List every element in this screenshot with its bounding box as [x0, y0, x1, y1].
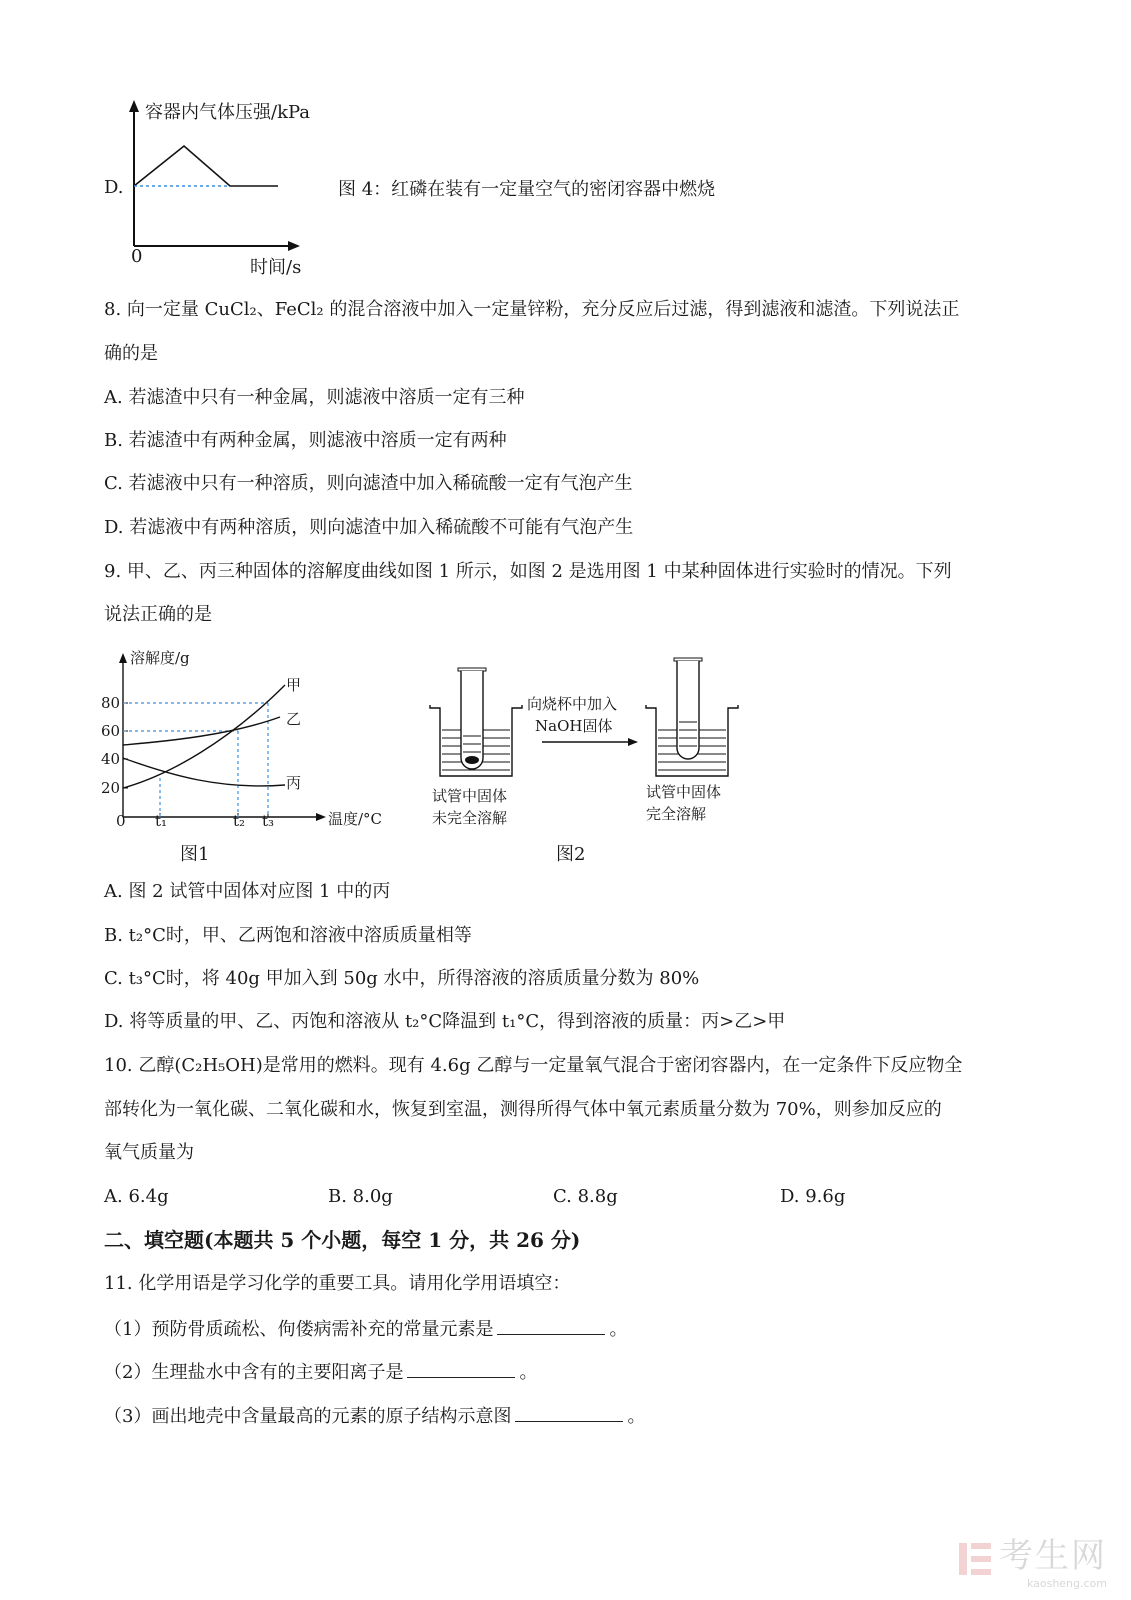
fig1-caption: 图1 [180, 844, 210, 865]
q11-part1-blank[interactable] [497, 1316, 605, 1335]
fig2-arrow-head [628, 738, 638, 746]
q9-option-b: B. t₂°C时，甲、乙两饱和溶液中溶质质量相等 [104, 925, 472, 946]
fig1-tick-label-t1: t₁ [155, 812, 168, 830]
fig1-label-jia: 甲 [286, 676, 302, 694]
q7d-x-axis-arrow [288, 241, 300, 251]
q10-option-a: A. 6.4g [104, 1186, 169, 1207]
fig1-y-axis-arrow [119, 653, 127, 663]
fig1-tick-label-t2: t₂ [233, 812, 246, 830]
q11-stem: 11. 化学用语是学习化学的重要工具。请用化学用语填空： [104, 1273, 571, 1294]
fig1-tick-label-t3: t₃ [262, 812, 275, 830]
watermark [957, 1528, 1107, 1590]
fig2-right-caption-line2: 完全溶解 [646, 805, 707, 823]
q11-part2-text: （2）生理盐水中含有的主要阳离子是 [104, 1362, 404, 1383]
fig1-label-bing: 丙 [286, 774, 302, 792]
q10-option-b: B. 8.0g [328, 1186, 393, 1207]
fig2-left-caption-line2: 未完全溶解 [432, 809, 508, 827]
q8-stem-line2: 确的是 [104, 343, 158, 364]
fig2-left-caption-line1: 试管中固体 [432, 787, 508, 805]
q9-stem-line2: 说法正确的是 [104, 604, 212, 625]
watermark-text: 考生网 [999, 1536, 1107, 1576]
q7-option-d-label: D. [104, 177, 124, 198]
fig1-label-yi: 乙 [286, 710, 302, 728]
q8-option-b: B. 若滤渣中有两种金属，则滤液中溶质一定有两种 [104, 430, 507, 451]
q11-part2-blank[interactable] [407, 1359, 515, 1378]
fig2-right-caption-line1: 试管中固体 [646, 783, 722, 801]
fig1-x-axis-arrow [316, 813, 326, 821]
fig1-ytick-20: 20 [101, 779, 121, 797]
fig2-undissolved-solid [465, 756, 479, 764]
q11-part3-text: （3）画出地壳中含量最高的元素的原子结构示意图 [104, 1406, 512, 1427]
fig2-arrow-label-bottom: NaOH固体 [535, 717, 613, 735]
q7d-x-axis-label: 时间/s [250, 257, 302, 278]
q11-part2-end: 。 [519, 1362, 538, 1383]
q9-option-c: C. t₃°C时，将 40g 甲加入到 50g 水中，所得溶液的溶质质量分数为 80% [104, 968, 700, 989]
fig1-curve-jia [123, 685, 285, 788]
fig1-ytick-60: 60 [101, 722, 121, 740]
q7d-y-axis-label: 容器内气体压强/kPa [145, 102, 311, 123]
q7d-y-axis-arrow [129, 100, 139, 112]
q7d-caption: 图 4：红磷在装有一定量空气的密闭容器中燃烧 [338, 179, 716, 200]
fig2-left-test-tube [458, 668, 486, 769]
q8-option-c: C. 若滤液中只有一种溶质，则向滤渣中加入稀硫酸一定有气泡产生 [104, 473, 633, 494]
fig1-ytick-40: 40 [101, 750, 121, 768]
q11-part1 [104, 1316, 627, 1342]
q10-option-c: C. 8.8g [553, 1186, 618, 1207]
q11-part3 [104, 1403, 645, 1429]
q9-option-d: D. 将等质量的甲、乙、丙饱和溶液从 t₂°C降温到 t₁°C，得到溶液的质量：丙>乙>甲 [104, 1011, 786, 1032]
watermark-logo-icon [957, 1539, 993, 1579]
q10-stem-line1: 10. 乙醇(C₂H₅OH)是常用的燃料。现有 4.6g 乙醇与一定量氧气混合于密闭容器内，在一定条件下反应物全 [104, 1055, 963, 1076]
q11-part1-text: （1）预防骨质疏松、佝偻病需补充的常量元素是 [104, 1319, 494, 1340]
q7d-pressure-curve [134, 146, 278, 186]
fig2-right-test-tube [674, 658, 702, 759]
q9-stem-line1: 9. 甲、乙、丙三种固体的溶解度曲线如图 1 所示，如图 2 是选用图 1 中某种固体进行实验时的情况。下列 [104, 561, 952, 582]
q7d-origin-label: 0 [131, 246, 143, 267]
q8-stem-line1: 8. 向一定量 CuCl₂、FeCl₂ 的混合溶液中加入一定量锌粉，充分反应后过滤，得到滤液和滤渣。下列说法正 [104, 299, 960, 320]
q10-stem-line2: 部转化为一氧化碳、二氧化碳和水，恢复到室温，测得所得气体中氧元素质量分数为 70%，则参加反应的 [104, 1099, 942, 1120]
q11-part1-end: 。 [609, 1319, 628, 1340]
q8-option-a: A. 若滤渣中只有一种金属，则滤液中溶质一定有三种 [104, 387, 525, 408]
q11-part3-end: 。 [627, 1406, 646, 1427]
fig1-curve-bing [123, 758, 285, 786]
q10-option-d: D. 9.6g [780, 1186, 846, 1207]
q11-part3-blank[interactable] [515, 1403, 623, 1422]
q10-stem-line3: 氧气质量为 [104, 1142, 194, 1163]
fig2-caption: 图2 [556, 844, 586, 865]
section-2-title: 二、填空题(本题共 5 个小题，每空 1 分，共 26 分) [104, 1228, 581, 1252]
q9-option-a: A. 图 2 试管中固体对应图 1 中的丙 [104, 881, 391, 902]
fig1-ytick-80: 80 [101, 694, 121, 712]
fig1-solubility-chart [90, 645, 410, 865]
fig1-origin: 0 [116, 812, 126, 830]
fig1-y-axis-label: 溶解度/g [130, 649, 190, 667]
q8-option-d: D. 若滤液中有两种溶质，则向滤渣中加入稀硫酸不可能有气泡产生 [104, 517, 634, 538]
fig1-x-axis-label: 温度/°C [328, 810, 383, 828]
q11-part2 [104, 1359, 537, 1385]
fig2-arrow-label-top: 向烧杯中加入 [527, 695, 618, 713]
watermark-url: kaosheng.com [1026, 1577, 1107, 1590]
